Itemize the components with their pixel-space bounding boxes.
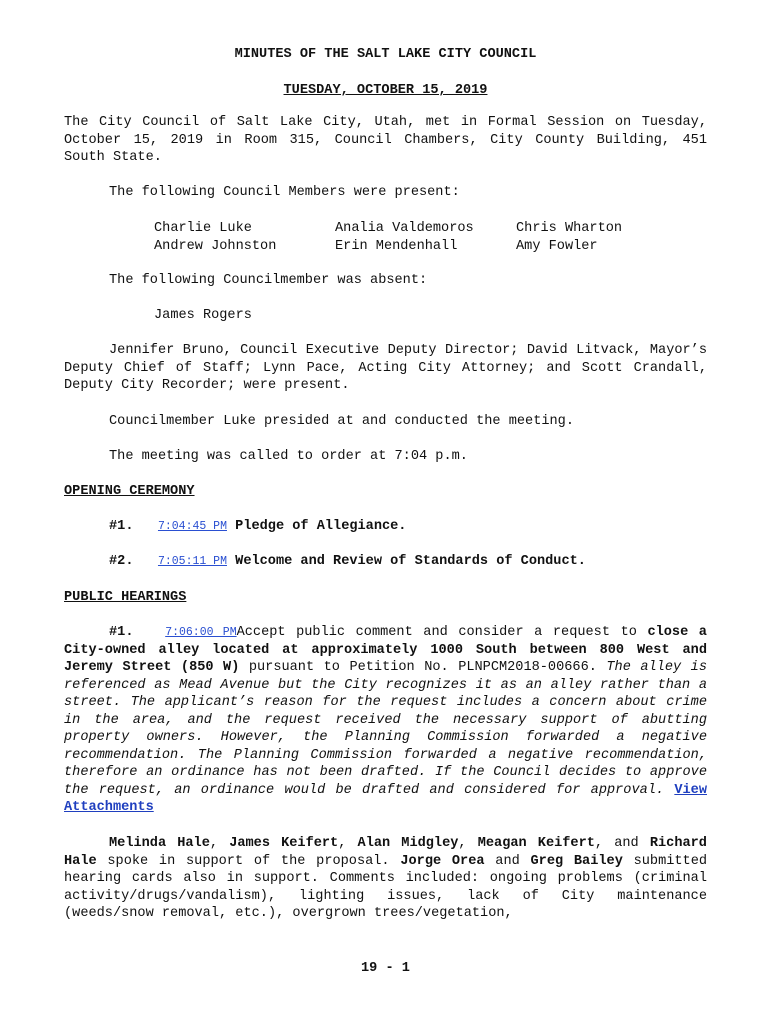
item-title: Welcome and Review of Standards of Conduct.	[235, 554, 586, 569]
member-name: Erin Mendenhall	[335, 238, 458, 254]
timestamp-link[interactable]: 7:04:45 PM	[157, 520, 227, 533]
timestamp-link[interactable]: 7:06:00 PM	[165, 626, 237, 639]
timestamp-link[interactable]: 7:05:11 PM	[157, 555, 227, 568]
page-number: 19 - 1	[361, 961, 410, 976]
item-number: #1.	[109, 519, 134, 534]
speaker-name: Alan Midgley	[357, 836, 459, 851]
speaker-name: James Keifert	[229, 836, 339, 851]
absent-label: The following Councilmember was absent:	[109, 273, 428, 288]
speaker-name: Meagan Keifert	[477, 836, 595, 851]
item-number: #2.	[109, 554, 134, 569]
item-description: The alley is referenced as Mead Avenue but the City recognizes it as an alley rather than a street. The applicant’s reason for the request includes a concern about crime in the area, and the request received the necessary support of abutting property owners. However, the Planning Commission forwarded a negative recommendation. The Planning Commission forwarded a negative recommendation, therefore an ordinance has not been drafted. If the Council decides to approve the request, an ordinance would be drafted and considered for approval.	[64, 660, 707, 798]
agenda-item-pledge	[64, 518, 752, 536]
public-hearings-heading: PUBLIC HEARINGS	[64, 590, 187, 605]
called-to-order-line: The meeting was called to order at 7:04 p.m.	[109, 449, 468, 464]
item-text: Accept public comment and consider a request to	[236, 625, 648, 640]
agenda-item-welcome	[64, 553, 752, 571]
item-number: #1.	[109, 625, 134, 640]
member-name: Amy Fowler	[516, 238, 598, 254]
member-name: Analia Valdemoros	[335, 221, 474, 236]
meeting-date: TUESDAY, OCTOBER 15, 2019	[283, 83, 488, 98]
member-name: Chris Wharton	[516, 221, 623, 236]
present-label: The following Council Members were present:	[109, 185, 460, 200]
staff-paragraph: Jennifer Bruno, Council Executive Deputy Director; David Litvack, Mayor’s Deputy Chief of Staff; Lynn Pace, Acting City Attorney; and Scott Crandall, Deputy City Recorder; were present.	[64, 343, 707, 393]
present-members	[64, 220, 770, 255]
speakers-paragraph: Melinda Hale, James Keifert, Alan Midgley, Meagan Keifert, and Richard Hale spoke in support of the proposal. Jorge Orea and Greg Bailey submitted hearing cards also in support. Comments included: ongoing problems (criminal activity/drugs/vandalism), lighting issues, lack of City maintenance (weeds/snow removal, etc.), overgrown trees/vegetation,	[64, 836, 708, 921]
presided-line: Councilmember Luke presided at and conducted the meeting.	[109, 414, 574, 429]
view-attachments-link[interactable]: View Attachments	[64, 782, 707, 815]
speaker-name: Richard Hale	[64, 836, 707, 869]
hearing-item-1	[64, 624, 707, 817]
petition-text: pursuant to Petition No. PLNPCM2018-00666.	[239, 660, 607, 675]
opening-ceremony-heading: OPENING CEREMONY	[64, 484, 195, 499]
speaker-name: Greg Bailey	[530, 853, 623, 869]
speaker-name: Jorge Orea	[400, 853, 485, 869]
item-title: Pledge of Allegiance.	[235, 519, 407, 534]
absent-member: James Rogers	[154, 308, 252, 323]
intro-paragraph: The City Council of Salt Lake City, Utah, met in Formal Session on Tuesday, October 15, 2019 in Room 315, Council Chambers, City County Building, 451 South State.	[64, 115, 707, 165]
member-name: Andrew Johnston	[154, 238, 277, 254]
speaker-name: Melinda Hale	[109, 836, 210, 851]
member-name: Charlie Luke	[154, 221, 252, 236]
document-title: MINUTES OF THE SALT LAKE CITY COUNCIL	[234, 47, 537, 62]
item-subject: close a City-owned alley located at approximately 1000 South between 800 West and Jeremy Street (850 W)	[64, 625, 707, 675]
